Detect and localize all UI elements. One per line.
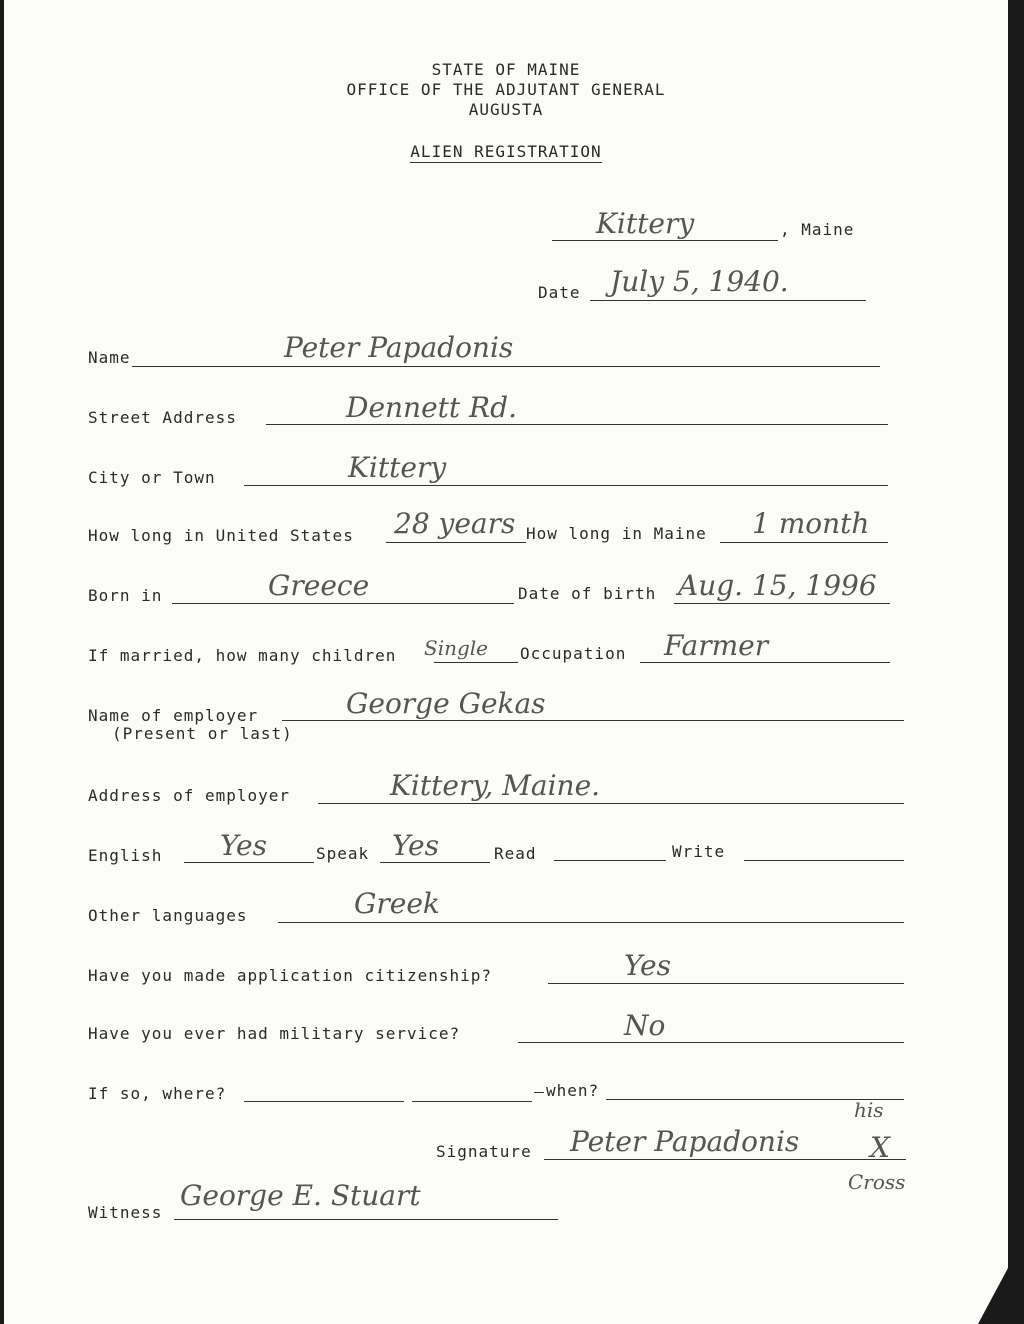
street-label: Street Address — [88, 408, 237, 427]
signature-line — [544, 1159, 906, 1160]
born-line — [172, 603, 514, 604]
witness-line — [174, 1219, 558, 1220]
date-value: July 5, 1940. — [610, 265, 789, 298]
citizenship-value: Yes — [624, 949, 671, 982]
when-label: when? — [546, 1081, 600, 1100]
write-line — [744, 860, 904, 861]
where-line-2 — [412, 1101, 532, 1102]
place-line — [552, 240, 778, 241]
employer-value: George Gekas — [346, 687, 546, 720]
citizenship-line — [548, 983, 904, 984]
signature-mark: X — [870, 1131, 890, 1164]
signature-mark-above: his — [854, 1098, 884, 1122]
witness-label: Witness — [88, 1203, 163, 1222]
header-city: AUGUSTA — [468, 100, 544, 119]
witness-value: George E. Stuart — [180, 1179, 421, 1212]
employer-address-line — [318, 803, 904, 804]
signature-value: Peter Papadonis — [570, 1125, 800, 1158]
when-dash — [534, 1092, 544, 1093]
place-value: Kittery — [596, 207, 695, 240]
birth-date-label: Date of birth — [518, 584, 657, 603]
read-line — [554, 860, 666, 861]
name-line — [132, 366, 880, 367]
employer-address-label: Address of employer — [88, 786, 291, 805]
us-years-line — [386, 542, 526, 543]
employer-label: Name of employer — [88, 706, 259, 725]
where-label: If so, where? — [88, 1084, 227, 1103]
us-years-value: 28 years — [394, 507, 516, 540]
name-label: Name — [88, 348, 131, 367]
maine-value: 1 month — [752, 507, 870, 540]
born-label: Born in — [88, 586, 163, 605]
english-line — [184, 862, 314, 863]
state-label: , Maine — [780, 220, 855, 239]
form-title — [4, 142, 1008, 163]
date-label: Date — [538, 283, 581, 302]
registration-form — [4, 0, 1008, 1324]
born-value: Greece — [268, 569, 370, 602]
other-languages-value: Greek — [354, 887, 440, 920]
english-value: Yes — [220, 829, 267, 862]
header-state: STATE OF MAINE — [431, 60, 581, 79]
where-line-1 — [244, 1101, 404, 1102]
us-years-label: How long in United States — [88, 526, 354, 545]
form-title-text: ALIEN REGISTRATION — [410, 142, 602, 161]
city-label: City or Town — [88, 468, 216, 487]
employer-line — [282, 720, 904, 721]
employer-sublabel: (Present or last) — [112, 724, 293, 743]
birth-date-line — [674, 603, 890, 604]
occupation-value: Farmer — [664, 629, 769, 662]
city-line — [244, 485, 888, 486]
children-line — [434, 662, 518, 663]
signature-label: Signature — [436, 1142, 532, 1161]
occupation-label: Occupation — [520, 644, 627, 663]
children-value: Single — [424, 636, 489, 660]
header-office: OFFICE OF THE ADJUTANT GENERAL — [346, 80, 666, 99]
citizenship-label: Have you made application citizenship? — [88, 966, 493, 985]
speak-label: Speak — [316, 844, 370, 863]
maine-label: How long in Maine — [526, 524, 707, 543]
speak-value: Yes — [392, 829, 439, 862]
english-label: English — [88, 846, 163, 865]
other-languages-line — [278, 922, 904, 923]
military-label: Have you ever had military service? — [88, 1024, 461, 1043]
city-value: Kittery — [348, 451, 447, 484]
occupation-line — [640, 662, 890, 663]
birth-date-value: Aug. 15, 1996 — [678, 569, 877, 602]
read-label: Read — [494, 844, 537, 863]
page-corner — [978, 1268, 1008, 1324]
employer-address-value: Kittery, Maine. — [390, 769, 601, 802]
date-line — [590, 300, 866, 301]
signature-mark-below: Cross — [848, 1170, 906, 1194]
street-value: Dennett Rd. — [346, 391, 517, 424]
write-label: Write — [672, 842, 726, 861]
military-line — [518, 1042, 904, 1043]
maine-line — [720, 542, 888, 543]
children-label: If married, how many children — [88, 646, 397, 665]
street-line — [266, 424, 888, 425]
other-languages-label: Other languages — [88, 906, 248, 925]
speak-line — [380, 862, 490, 863]
military-value: No — [624, 1009, 666, 1042]
name-value: Peter Papadonis — [284, 331, 514, 364]
